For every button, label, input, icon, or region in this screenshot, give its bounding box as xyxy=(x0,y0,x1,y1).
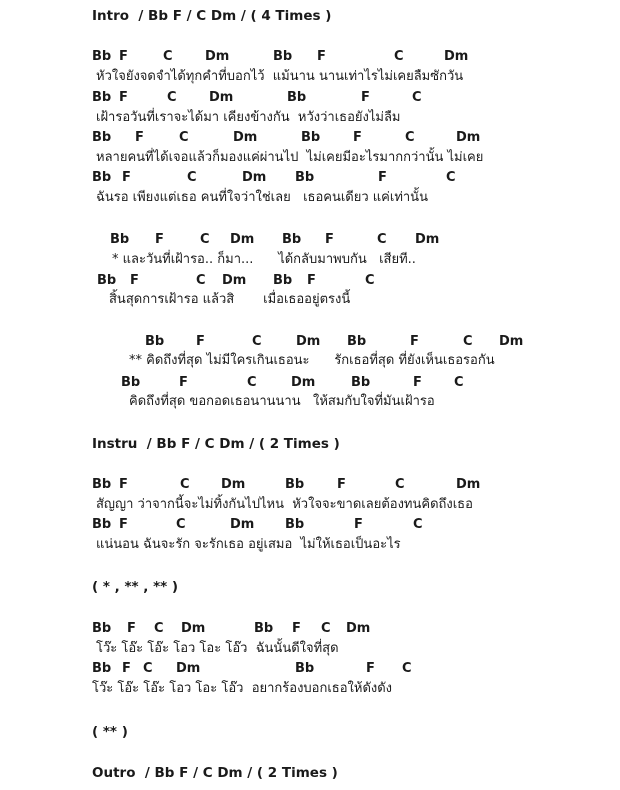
chord: Bb xyxy=(273,273,293,288)
chord: Bb xyxy=(92,170,112,185)
lyric-line: สิ้นสุดการเฝ้ารอ แล้วสิ เมื่อเธออยู่ตรงนี้ xyxy=(109,292,351,307)
chord: Dm xyxy=(415,232,440,247)
chord: Bb xyxy=(92,90,112,105)
chord: F xyxy=(378,170,387,185)
chord: C xyxy=(395,477,405,492)
chord: F xyxy=(122,661,131,676)
lyric-line: หลายคนที่ได้เจอแล้วก็มองแค่ผ่านไป ไม่เคยมีอะไรมากกว่านั้น ไม่เคย xyxy=(96,150,484,165)
chord: Bb xyxy=(285,477,305,492)
chord: Bb xyxy=(97,273,117,288)
repeat-marker: ( ** ) xyxy=(92,724,128,740)
chord: F xyxy=(130,273,139,288)
lyric-line: แน่นอน ฉันจะรัก จะรักเธอ อยู่เสมอ ไม่ให้เธอเป็นอะไร xyxy=(96,537,401,552)
chord: Dm xyxy=(222,273,247,288)
chord: F xyxy=(353,130,362,145)
chord: Dm xyxy=(456,130,481,145)
chord: Dm xyxy=(230,517,255,532)
chord: Dm xyxy=(233,130,258,145)
chord: Bb xyxy=(121,375,141,390)
chord: Bb xyxy=(254,621,274,636)
chord: Bb xyxy=(347,334,367,349)
chord: C xyxy=(247,375,257,390)
chord: F xyxy=(413,375,422,390)
chord: F xyxy=(119,49,128,64)
chord: Dm xyxy=(209,90,234,105)
chord: F xyxy=(119,477,128,492)
lyric-line: ** คิดถึงที่สุด ไม่มีใครเกินเธอนะ รักเธอที่สุด ที่ยังเห็นเธอรอกัน xyxy=(129,353,495,368)
chord: C xyxy=(377,232,387,247)
chord: F xyxy=(337,477,346,492)
chord: F xyxy=(307,273,316,288)
chord: C xyxy=(463,334,473,349)
chord: C xyxy=(143,661,153,676)
lyric-line: โว๊ะ โอ๊ะ โอ๊ะ โอว โอะ โอ๊ว ฉันนั้นดีใจที่สุด xyxy=(96,641,339,656)
chord: Bb xyxy=(145,334,165,349)
chord: F xyxy=(366,661,375,676)
chord: Dm xyxy=(291,375,316,390)
chord: Bb xyxy=(273,49,293,64)
chord: F xyxy=(317,49,326,64)
chord: C xyxy=(394,49,404,64)
chord: F xyxy=(155,232,164,247)
chord: F xyxy=(135,130,144,145)
chord: C xyxy=(163,49,173,64)
chord: Bb xyxy=(110,232,130,247)
instru-header: Instru / Bb F / C Dm / ( 2 Times ) xyxy=(92,436,340,452)
chord: C xyxy=(180,477,190,492)
chord: F xyxy=(325,232,334,247)
chord: C xyxy=(402,661,412,676)
chord: C xyxy=(154,621,164,636)
chord: Dm xyxy=(181,621,206,636)
chord: F xyxy=(179,375,188,390)
chord: F xyxy=(196,334,205,349)
chord: C xyxy=(187,170,197,185)
outro-header: Outro / Bb F / C Dm / ( 2 Times ) xyxy=(92,765,338,781)
lyric-line: ฉันรอ เพียงแต่เธอ คนที่ใจว่าใช่เลย เธอคนเดียว แค่เท่านั้น xyxy=(96,190,428,205)
chord: C xyxy=(167,90,177,105)
chord: F xyxy=(122,170,131,185)
lyric-line: หัวใจยังจดจำได้ทุกคำที่บอกไว้ แม้นาน นานเท่าไรไม่เคยลืมซักวัน xyxy=(96,69,464,84)
chord: Bb xyxy=(92,130,112,145)
chord: Bb xyxy=(295,170,315,185)
chord: C xyxy=(176,517,186,532)
repeat-marker: ( * , ** , ** ) xyxy=(92,579,179,595)
chord: Bb xyxy=(92,517,112,532)
lyric-line: โว๊ะ โอ๊ะ โอ๊ะ โอว โอะ โอ๊ว อยากร้องบอกเธอให้ดังดัง xyxy=(92,681,393,696)
chord: Bb xyxy=(282,232,302,247)
lyric-line: คิดถึงที่สุด ขอกอดเธอนานนาน ให้สมกับใจที่มันเฝ้ารอ xyxy=(129,394,435,409)
chord: F xyxy=(410,334,419,349)
chord: Dm xyxy=(176,661,201,676)
chord: C xyxy=(413,517,423,532)
chord: Dm xyxy=(230,232,255,247)
chord: Dm xyxy=(346,621,371,636)
chord: Bb xyxy=(92,621,112,636)
chord: C xyxy=(200,232,210,247)
chord: Bb xyxy=(351,375,371,390)
chord: Dm xyxy=(221,477,246,492)
chord: F xyxy=(292,621,301,636)
lyric-line: * และวันที่เฝ้ารอ.. ก็มา... ได้กลับมาพบกัน เสียที.. xyxy=(112,252,416,267)
chord: Dm xyxy=(296,334,321,349)
chord: C xyxy=(405,130,415,145)
chord: Bb xyxy=(92,49,112,64)
chord: F xyxy=(361,90,370,105)
chord: C xyxy=(179,130,189,145)
chord: Bb xyxy=(287,90,307,105)
chord: C xyxy=(446,170,456,185)
chord: C xyxy=(365,273,375,288)
chord: F xyxy=(354,517,363,532)
chord: C xyxy=(321,621,331,636)
chord: Dm xyxy=(456,477,481,492)
chord: Bb xyxy=(285,517,305,532)
chord: Bb xyxy=(92,477,112,492)
intro-header: Intro / Bb F / C Dm / ( 4 Times ) xyxy=(92,8,332,24)
chord: C xyxy=(196,273,206,288)
chord: C xyxy=(252,334,262,349)
chord: F xyxy=(119,517,128,532)
chord: Dm xyxy=(242,170,267,185)
chord: Dm xyxy=(444,49,469,64)
lyric-line: สัญญา ว่าจากนี้จะไม่ทิ้งกันไปไหน หัวใจจะขาดเลยต้องทนคิดถึงเธอ xyxy=(96,497,473,512)
chord: Dm xyxy=(205,49,230,64)
chord: C xyxy=(454,375,464,390)
chord: Dm xyxy=(499,334,524,349)
chord: F xyxy=(119,90,128,105)
chord: Bb xyxy=(301,130,321,145)
lyric-line: เฝ้ารอวันที่เราจะได้มา เคียงข้างกัน หวังว่าเธอยังไม่ลืม xyxy=(96,110,401,125)
chord: Bb xyxy=(92,661,112,676)
chord: C xyxy=(412,90,422,105)
chord: Bb xyxy=(295,661,315,676)
chord: F xyxy=(127,621,136,636)
